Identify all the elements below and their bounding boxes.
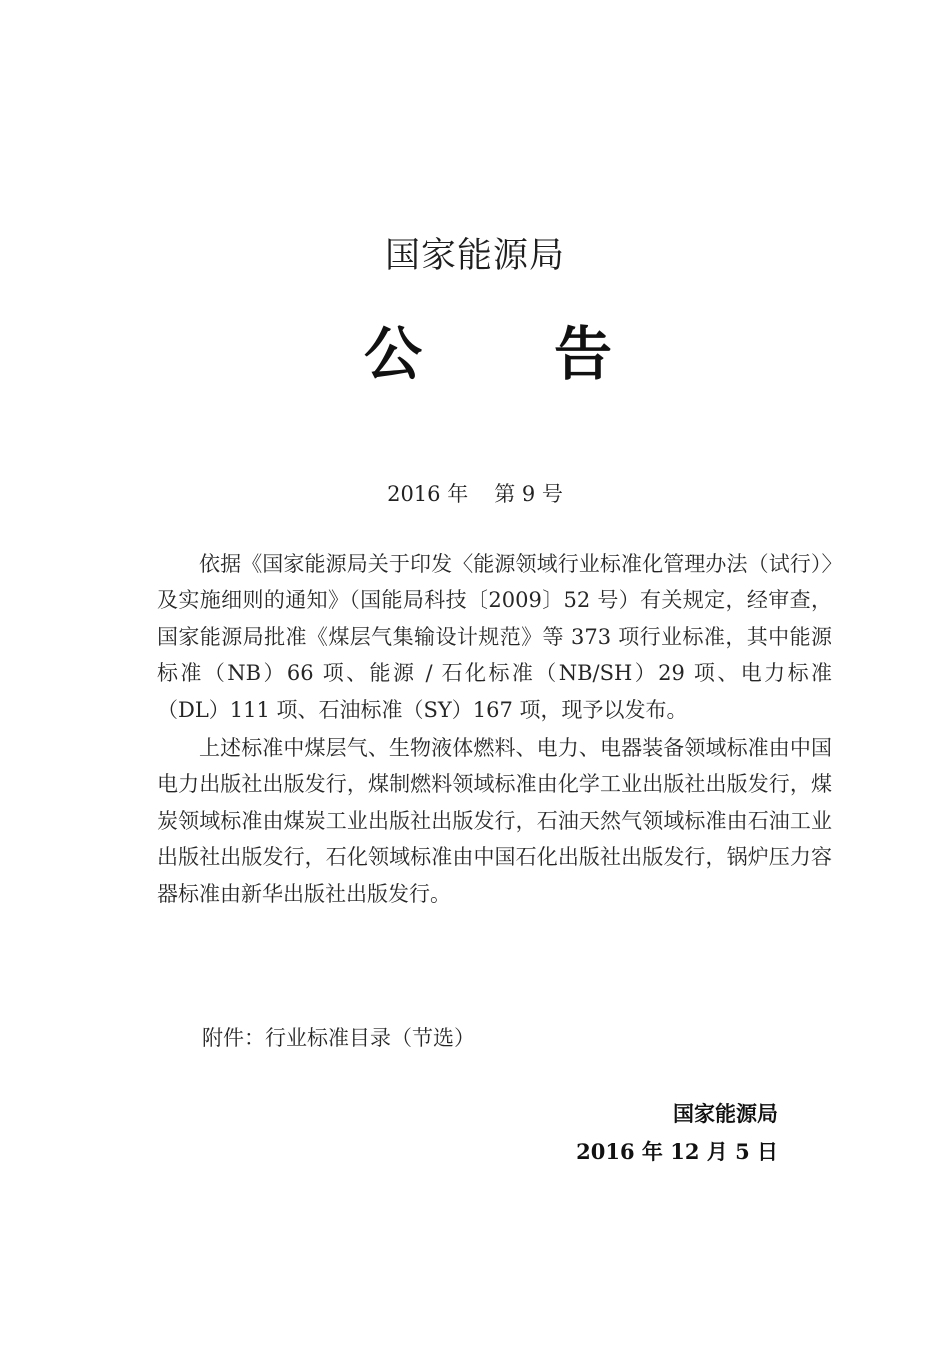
document-number: [0, 478, 950, 508]
body-paragraph-1: 依据《国家能源局关于印发〈能源领域行业标准化管理办法（试行）〉及实施细则的通知》（国能局科技〔2009〕52 号）有关规定，经审查，国家能源局批准《煤层气集输设计规范》等 373 项行业标准，其中能源标准（NB）66 项、能源 / 石化标准（NB/SH）29 项、电力标准（DL）111 项、石油标准（SY）167 项，现予以发布。: [157, 552, 832, 722]
announcement-body: [157, 546, 832, 912]
document-type-char-1: 公: [364, 320, 423, 388]
signature-date: 2016 年 12 月 5 日: [576, 1139, 778, 1164]
announcement-number: 第 9 号: [494, 482, 563, 506]
document-type-heading: [364, 318, 624, 390]
attachment-note: 附件：行业标准目录（节选）: [202, 1026, 475, 1050]
issuer-title: 国家能源局: [384, 236, 565, 276]
body-paragraph-2: 上述标准中煤层气、生物液体燃料、电力、电器装备领域标准由中国电力出版社出版发行，煤制燃料领域标准由化学工业出版社出版发行，煤炭领域标准由煤炭工业出版社出版发行，石油天然气领域标准由石油工业出版社出版发行，石化领域标准由中国石化出版社出版发行，锅炉压力容器标准由新华出版社出版发行。: [157, 736, 832, 906]
signature-issuer: 国家能源局: [673, 1101, 778, 1126]
signature-block: [576, 1095, 778, 1171]
document-type-char-2: 告: [554, 320, 613, 388]
document-year: 2016 年: [387, 482, 469, 506]
